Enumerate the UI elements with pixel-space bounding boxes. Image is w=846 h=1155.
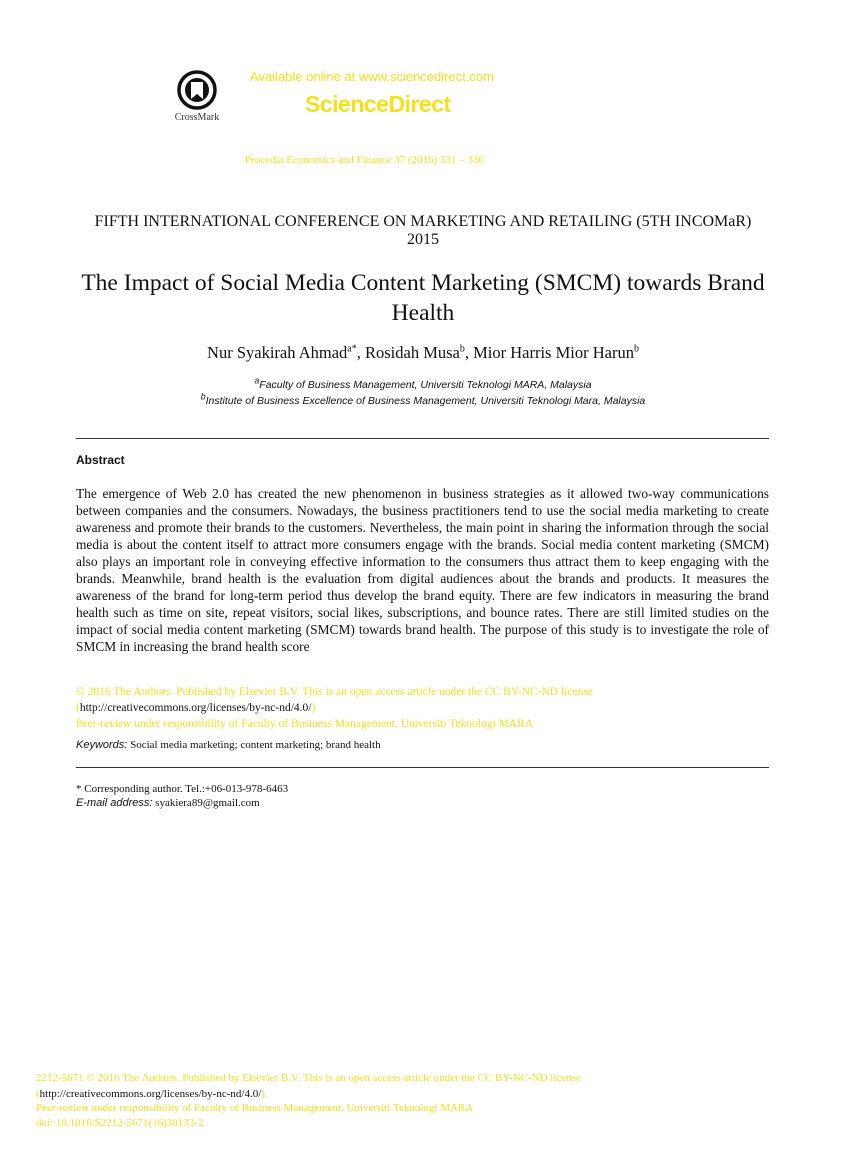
paren-close: ). [311, 702, 319, 714]
license-link[interactable]: http://creativecommons.org/licenses/by-nc-nd/4.0/ [79, 702, 312, 714]
footer-doi[interactable]: doi: 10.1016/S2212-5671(16)30133-2 [36, 1117, 204, 1129]
affiliation-b [60, 391, 786, 407]
affiliation-mark: a [254, 375, 260, 386]
affiliation-mark: b [200, 391, 206, 402]
paper-title: The Impact of Social Media Content Marketing (SMCM) towards Brand Health [81, 270, 765, 326]
crossmark-logo[interactable] [173, 70, 221, 123]
footer-peer-review: Peer-review under responsibility of Faculty of Business Management, Universiti Teknologi MARA [36, 1102, 474, 1114]
copyright-line: © 2016 The Authors. Published by Elsevier B.V. This is an open access article under the CC BY-NC-ND license [76, 686, 593, 698]
affiliation-text: Institute of Business Excellence of Business Management, Universiti Teknologi Mara, Malaysia [205, 395, 646, 407]
crossmark-icon [177, 70, 217, 110]
author-name: Nur Syakirah Ahmad [207, 343, 348, 362]
author-affiliation-mark: b [633, 343, 639, 355]
author-name: Mior Harris Mior Harun [473, 343, 634, 362]
sciencedirect-logo: ScienceDirect [305, 91, 451, 117]
author-affiliation-mark: a* [347, 343, 357, 355]
affiliation-a [60, 375, 786, 391]
peer-review-line: Peer-review under responsibility of Faculty of Business Management, Universiti Teknologi MARA [76, 718, 534, 730]
footer-copyright: 2212-5671 © 2016 The Authors. Published by Elsevier B.V. This is an open access article under the CC BY-NC-ND license [36, 1072, 581, 1084]
author-separator: , [464, 343, 474, 362]
keywords-label: Keywords: [76, 739, 128, 751]
paren-open: ( [76, 702, 80, 714]
author-separator: , [356, 343, 365, 362]
author-name: Rosidah Musa [364, 343, 460, 362]
license-line [76, 702, 318, 714]
keywords [76, 739, 381, 751]
footer-license [36, 1088, 268, 1100]
affiliation-text: Faculty of Business Management, Universiti Teknologi MARA, Malaysia [259, 379, 592, 391]
crossmark-label: CrossMark [174, 112, 220, 123]
keywords-text: Social media marketing; content marketing; brand health [127, 739, 381, 751]
author-email [76, 797, 260, 809]
email-address[interactable]: syakiera89@gmail.com [152, 797, 260, 809]
author-list [60, 343, 786, 363]
paren-open: ( [36, 1088, 40, 1100]
corresponding-author: * Corresponding author. Tel.:+06-013-978-6463 [76, 783, 289, 795]
footer-license-link[interactable]: http://creativecommons.org/licenses/by-nc-nd/4.0/ [39, 1088, 262, 1100]
divider [76, 767, 769, 768]
abstract-heading: Abstract [76, 453, 125, 467]
conference-title: FIFTH INTERNATIONAL CONFERENCE ON MARKETING AND RETAILING (5TH INCOMaR) 2015 [94, 213, 752, 248]
available-online-link[interactable]: Available online at www.sciencedirect.com [250, 69, 494, 84]
email-label: E-mail address: [76, 797, 153, 809]
author-affiliation-mark: b [459, 343, 465, 355]
abstract-body: The emergence of Web 2.0 has created the new phenomenon in business strategies as it allowed two-way communications between companies and the consumers. Nowadays, the business practitioners tend to use the social media marketing to create awareness and promote their brands to the customers. Nevertheless, the main point in sharing the information through the social media is about the content itself to attract more consumers engage with the brands. Social media content marketing (SMCM) also plays an important role in conveying effective information to the consumers thus attract them to keep engaging with the brands. Meanwhile, brand health is the evaluation from digital audiences about the brands and products. It measures the awareness of the brand for long-term period thus develop the brand equity. There are few indicators in measuring the brand health such as time on site, repeat visitors, social likes, subscriptions, and bounce rates. There are still limited studies on the impact of social media content marketing (SMCM) towards brand health. The purpose of this study is to investigate the role of SMCM in increasing the brand health score [76, 486, 769, 654]
paren-close: ). [261, 1088, 268, 1100]
journal-reference: Procedia Economics and Finance 37 (2016) 331 – 336 [245, 154, 484, 166]
divider [76, 438, 769, 439]
